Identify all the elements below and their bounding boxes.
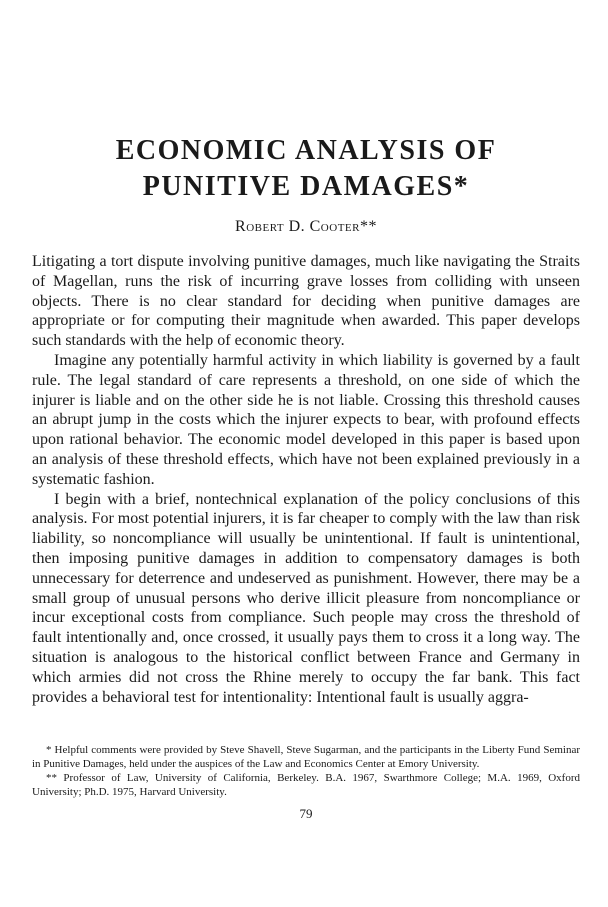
footnote-1: * Helpful comments were provided by Steve Shavell, Steve Sugarman, and the participants in the Liberty Fund Seminar in Punitive Damages, held under the auspices of the Law and Economics Center at Emory University. — [32, 744, 580, 770]
body-paragraph-3: I begin with a brief, nontechnical explanation of the policy conclusions of this analysis. For most potential injurers, it is far cheaper to comply with the law than risk liability, so noncompliance will usually be unintentional. If fault is unintentional, then imposing punitive damages in addition to compensatory damages is both unnecessary for deterrence and undeserved as punishment. However, there may be a small group of unusual persons who derive illicit pleasure from noncompliance or incur exceptional costs from compliance. Such people may cross the threshold of fault intentionally and, once crossed, it usually pays them to cross it a long way. The situation is analogous to the historical conflict between France and Germany in which armies did not cross the Rhine merely to occupy the far bank. This fact provides a behavioral test for intentionality: Intentional fault is usually aggra- — [32, 490, 580, 706]
body-paragraph-2: Imagine any potentially harmful activity in which liability is governed by a fault rule. The legal standard of care represents a threshold, on one side of which the injurer is liable and on the other side he is not liable. Crossing this threshold causes an abrupt jump in the costs which the injurer expects to bear, with profound effects upon rational behavior. The economic model developed in this paper is based upon an analysis of these threshold effects, which have not been explained previously in a systematic fashion. — [32, 351, 580, 488]
page-number: 79 — [299, 806, 313, 821]
article-title-line-2: PUNITIVE DAMAGES* — [142, 170, 470, 202]
document-page — [32, 0, 580, 907]
body-paragraph-1: Litigating a tort dispute involving punitive damages, much like navigating the Straits of Magellan, runs the risk of incurring grave losses from colliding with unseen objects. There is no clear standard for deciding when punitive damages are appropriate or for computing their magnitude when awarded. This paper develops such standards with the help of economic theory. — [32, 253, 580, 350]
footnote-2: ** Professor of Law, University of California, Berkeley. B.A. 1967, Swarthmore College; M.A. 1969, Oxford University; Ph.D. 1975, Harvard University. — [32, 772, 580, 798]
article-title — [32, 133, 580, 205]
article-title-line-1: ECONOMIC ANALYSIS OF — [115, 134, 497, 166]
article-body — [32, 252, 580, 707]
author-byline: Robert D. Cooter** — [235, 218, 377, 235]
footnotes — [32, 743, 580, 799]
